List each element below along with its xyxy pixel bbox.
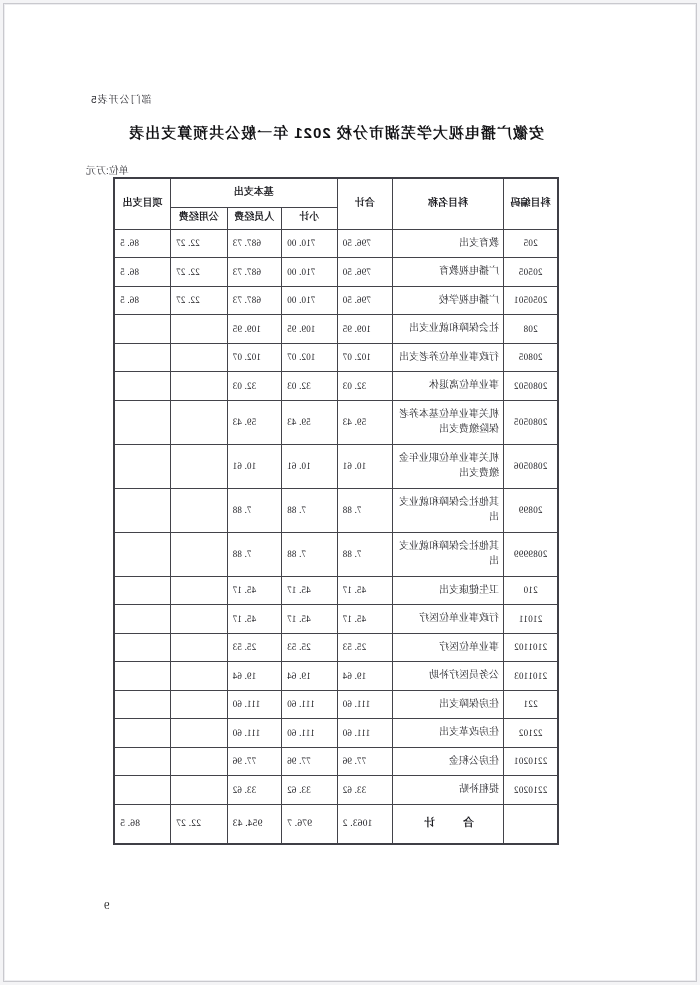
document-page: [3, 3, 697, 982]
cell-basic-subtotal: 7. 88: [282, 488, 338, 532]
cell-basic-subtotal: 45. 17: [282, 605, 338, 634]
cell-public-funds: [171, 343, 228, 372]
cell-total: 7. 88: [337, 532, 393, 576]
col-header-basic-group: 基本支出: [171, 178, 337, 208]
cell-subject-name: 机关事业单位职业年金缴费支出: [393, 444, 504, 488]
table-row: [114, 804, 558, 844]
cell-personnel-funds: 687. 73: [227, 258, 281, 287]
cell-subject-code: 2210201: [504, 747, 558, 776]
cell-basic-subtotal: 111. 60: [282, 690, 338, 719]
cell-total: 45. 17: [337, 605, 393, 634]
cell-subject-name: 事业单位离退休: [393, 372, 504, 401]
cell-project-expenditure: 86. 5: [114, 286, 171, 315]
table-row: [114, 444, 558, 488]
cell-public-funds: 22. 27: [171, 286, 228, 315]
cell-public-funds: [171, 400, 228, 444]
cell-subject-code: 2080502: [504, 372, 558, 401]
cell-project-expenditure: [114, 372, 171, 401]
cell-personnel-funds: 687. 73: [227, 229, 281, 258]
cell-basic-subtotal: 10. 61: [282, 444, 338, 488]
page-number: 9: [104, 900, 110, 912]
table-row: [114, 286, 558, 315]
cell-personnel-funds: 111. 60: [227, 690, 281, 719]
cell-basic-subtotal: 33. 62: [282, 776, 338, 805]
cell-project-expenditure: 86. 5: [114, 258, 171, 287]
cell-subject-name: 公务员医疗补助: [393, 662, 504, 691]
cell-project-expenditure: [114, 747, 171, 776]
cell-subject-name: 事业单位医疗: [393, 633, 504, 662]
cell-public-funds: [171, 633, 228, 662]
cell-subject-name: 住房保障支出: [393, 690, 504, 719]
cell-public-funds: 22. 27: [171, 258, 228, 287]
cell-subject-name: 社会保障和就业支出: [393, 315, 504, 344]
cell-subject-name: 其他社会保障和就业支出: [393, 488, 504, 532]
cell-subject-name: 广播电视学校: [393, 286, 504, 315]
cell-total: 7. 88: [337, 488, 393, 532]
cell-project-expenditure: [114, 444, 171, 488]
cell-basic-subtotal: 710. 00: [282, 258, 338, 287]
cell-project-expenditure: [114, 315, 171, 344]
table-row: [114, 258, 558, 287]
cell-project-expenditure: [114, 488, 171, 532]
mirrored-scan-content: [4, 4, 696, 981]
col-header-personnel: 人员经费: [227, 208, 281, 230]
cell-total: 45. 17: [337, 576, 393, 605]
cell-total: 33. 62: [337, 776, 393, 805]
cell-public-funds: [171, 776, 228, 805]
cell-total: 109. 95: [337, 315, 393, 344]
cell-public-funds: [171, 747, 228, 776]
col-header-total: 合计: [337, 178, 393, 229]
table-row: [114, 229, 558, 258]
cell-public-funds: [171, 605, 228, 634]
table-row: [114, 343, 558, 372]
cell-subject-code: 2101103: [504, 662, 558, 691]
cell-total: 32. 03: [337, 372, 393, 401]
cell-total: 19. 64: [337, 662, 393, 691]
cell-basic-subtotal: 710. 00: [282, 286, 338, 315]
table-row: [114, 633, 558, 662]
cell-total: 25. 53: [337, 633, 393, 662]
cell-subject-code: 22102: [504, 719, 558, 748]
cell-personnel-funds: 7. 88: [227, 488, 281, 532]
cell-public-funds: [171, 719, 228, 748]
cell-subject-name: 提租补贴: [393, 776, 504, 805]
cell-subject-name: 住房公积金: [393, 747, 504, 776]
cell-basic-subtotal: 109. 95: [282, 315, 338, 344]
cell-subject-code: 2089999: [504, 532, 558, 576]
cell-basic-subtotal: 111. 60: [282, 719, 338, 748]
cell-subject-name: 合 计: [393, 804, 504, 844]
cell-basic-subtotal: 59. 43: [282, 400, 338, 444]
col-header-public-funds: 公用经费: [171, 208, 228, 230]
cell-subject-code: [504, 804, 558, 844]
cell-total: 10. 61: [337, 444, 393, 488]
table-row: [114, 532, 558, 576]
cell-subject-name: 住房改革支出: [393, 719, 504, 748]
table-row: [114, 372, 558, 401]
cell-project-expenditure: [114, 605, 171, 634]
cell-total: 796. 50: [337, 286, 393, 315]
page-title: 安徽广播电视大学芜湖市分校 2021 年一般公共预算支出表: [128, 125, 544, 142]
unit-label: 单位:万元: [86, 166, 129, 177]
cell-personnel-funds: 32. 03: [227, 372, 281, 401]
cell-project-expenditure: [114, 662, 171, 691]
cell-personnel-funds: 111. 60: [227, 719, 281, 748]
cell-public-funds: [171, 488, 228, 532]
cell-personnel-funds: 687. 73: [227, 286, 281, 315]
cell-basic-subtotal: 32. 03: [282, 372, 338, 401]
cell-personnel-funds: 7. 88: [227, 532, 281, 576]
cell-personnel-funds: 10. 61: [227, 444, 281, 488]
cell-project-expenditure: [114, 633, 171, 662]
cell-basic-subtotal: 7. 88: [282, 532, 338, 576]
cell-basic-subtotal: 45. 17: [282, 576, 338, 605]
cell-basic-subtotal: 19. 64: [282, 662, 338, 691]
cell-public-funds: [171, 576, 228, 605]
cell-public-funds: [171, 532, 228, 576]
cell-total: 102. 07: [337, 343, 393, 372]
cell-basic-subtotal: 102. 07: [282, 343, 338, 372]
table-row: [114, 605, 558, 634]
cell-subject-code: 21011: [504, 605, 558, 634]
cell-project-expenditure: [114, 719, 171, 748]
cell-total: 1063. 2: [337, 804, 393, 844]
cell-subject-name: 教育支出: [393, 229, 504, 258]
cell-subject-code: 205: [504, 229, 558, 258]
cell-basic-subtotal: 710. 00: [282, 229, 338, 258]
cell-total: 796. 50: [337, 258, 393, 287]
cell-subject-name: 广播电视教育: [393, 258, 504, 287]
cell-basic-subtotal: 976. 7: [282, 804, 338, 844]
cell-public-funds: 22. 27: [171, 229, 228, 258]
table-row: [114, 719, 558, 748]
table-row: [114, 747, 558, 776]
cell-personnel-funds: 45. 17: [227, 605, 281, 634]
cell-total: 796. 50: [337, 229, 393, 258]
cell-subject-name: 行政事业单位养老支出: [393, 343, 504, 372]
cell-subject-code: 210: [504, 576, 558, 605]
cell-project-expenditure: [114, 343, 171, 372]
cell-personnel-funds: 102. 07: [227, 343, 281, 372]
table-row: [114, 662, 558, 691]
cell-total: 111. 60: [337, 719, 393, 748]
cell-total: 77. 96: [337, 747, 393, 776]
table-row: [114, 776, 558, 805]
cell-project-expenditure: [114, 690, 171, 719]
col-header-project: 项目支出: [114, 178, 171, 229]
cell-public-funds: [171, 690, 228, 719]
cell-subject-code: 221: [504, 690, 558, 719]
cell-public-funds: [171, 662, 228, 691]
cell-public-funds: [171, 315, 228, 344]
table-row: [114, 576, 558, 605]
cell-personnel-funds: 19. 64: [227, 662, 281, 691]
cell-subject-code: 2080506: [504, 444, 558, 488]
cell-total: 111. 60: [337, 690, 393, 719]
cell-subject-name: 行政事业单位医疗: [393, 605, 504, 634]
cell-public-funds: [171, 372, 228, 401]
cell-personnel-funds: 954. 43: [227, 804, 281, 844]
col-header-name: 科目名称: [393, 178, 504, 229]
cell-subject-name: 机关事业单位基本养老保险缴费支出: [393, 400, 504, 444]
cell-subject-code: 2210202: [504, 776, 558, 805]
cell-subject-code: 2050501: [504, 286, 558, 315]
cell-project-expenditure: [114, 776, 171, 805]
cell-subject-code: 20505: [504, 258, 558, 287]
table-row: [114, 400, 558, 444]
cell-personnel-funds: 45. 17: [227, 576, 281, 605]
cell-personnel-funds: 25. 53: [227, 633, 281, 662]
cell-subject-code: 20899: [504, 488, 558, 532]
cell-personnel-funds: 77. 96: [227, 747, 281, 776]
cell-subject-code: 2080505: [504, 400, 558, 444]
cell-total: 59. 43: [337, 400, 393, 444]
corner-label: 部门公开表5: [90, 95, 152, 106]
cell-personnel-funds: 59. 43: [227, 400, 281, 444]
cell-subject-name: 卫生健康支出: [393, 576, 504, 605]
cell-project-expenditure: [114, 576, 171, 605]
cell-subject-code: 20805: [504, 343, 558, 372]
cell-subject-code: 2101102: [504, 633, 558, 662]
cell-personnel-funds: 33. 62: [227, 776, 281, 805]
cell-subject-code: 208: [504, 315, 558, 344]
budget-table: [113, 177, 559, 845]
cell-project-expenditure: 86. 5: [114, 229, 171, 258]
cell-project-expenditure: 86. 5: [114, 804, 171, 844]
cell-basic-subtotal: 25. 53: [282, 633, 338, 662]
cell-public-funds: [171, 444, 228, 488]
cell-basic-subtotal: 77. 96: [282, 747, 338, 776]
cell-project-expenditure: [114, 400, 171, 444]
cell-subject-name: 其他社会保障和就业支出: [393, 532, 504, 576]
cell-public-funds: 22. 27: [171, 804, 228, 844]
cell-project-expenditure: [114, 532, 171, 576]
table-row: [114, 488, 558, 532]
cell-personnel-funds: 109. 95: [227, 315, 281, 344]
table-row: [114, 690, 558, 719]
col-header-basic-subtotal: 小计: [282, 208, 338, 230]
table-row: [114, 315, 558, 344]
col-header-code: 科目编码: [504, 178, 558, 229]
